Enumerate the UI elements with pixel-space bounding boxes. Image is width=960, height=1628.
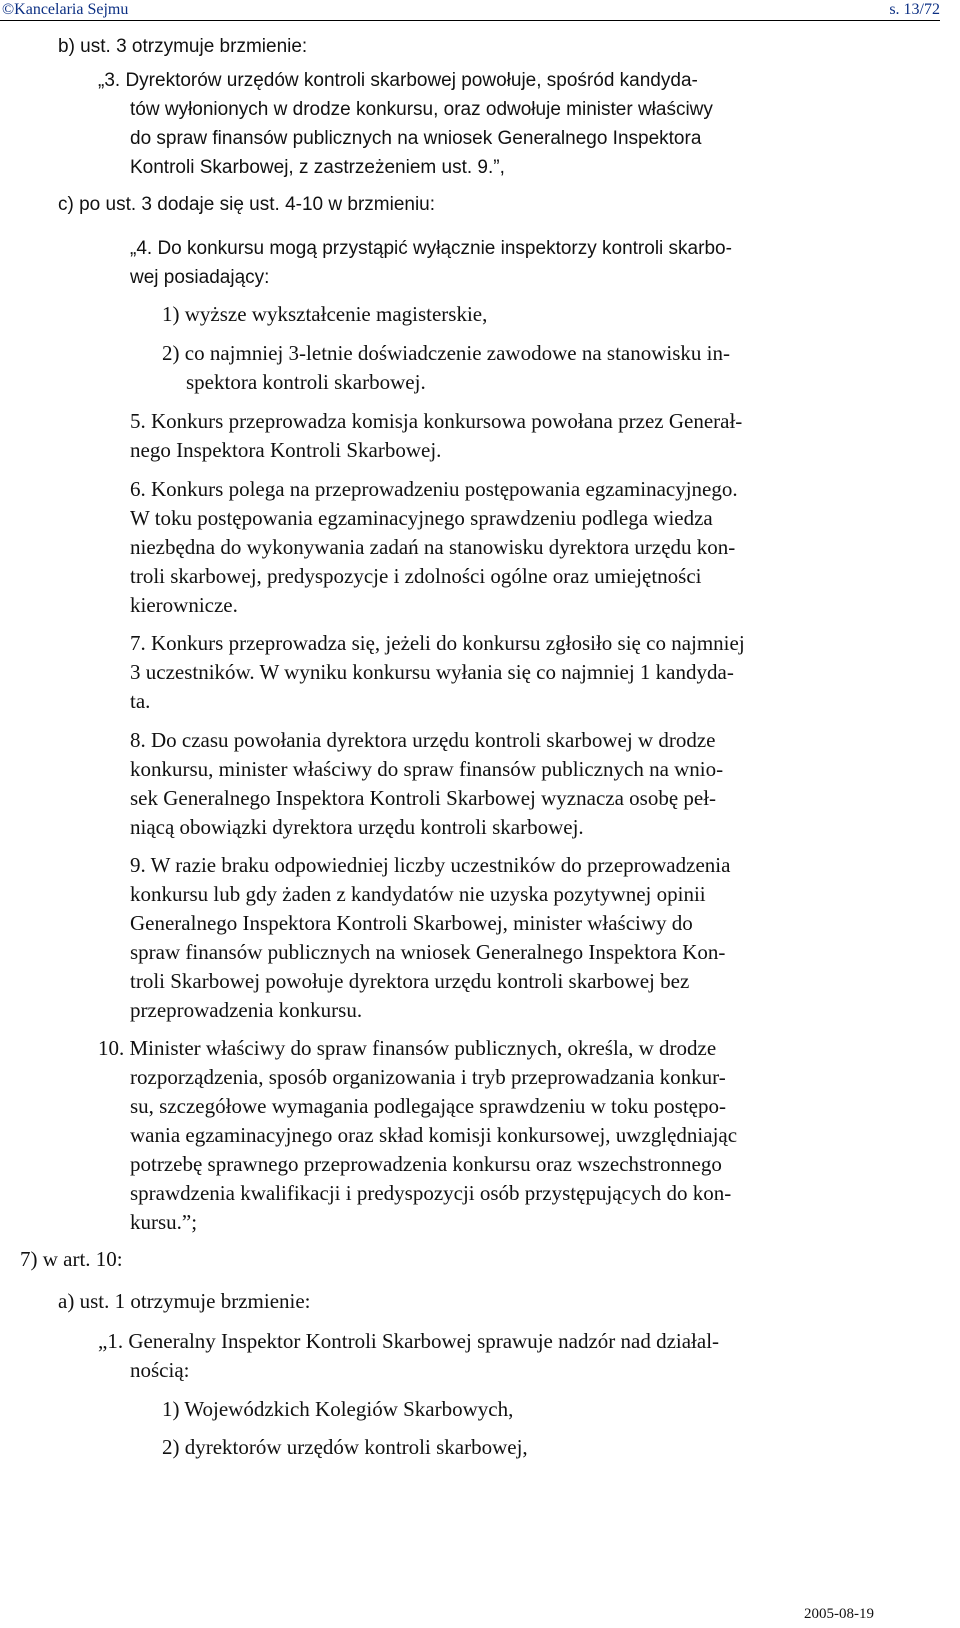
text-line: rozporządzenia, sposób organizowania i tryb przeprowadzania konkur- — [130, 1065, 726, 1089]
text-line: spektora kontroli skarbowej. — [186, 370, 426, 394]
text-line: 2) co najmniej 3-letnie doświadczenie zawodowe na stanowisku in- — [162, 341, 730, 365]
text-line: kierownicze. — [130, 593, 238, 617]
text-line: Kontroli Skarbowej, z zastrzeżeniem ust. 9.”, — [130, 157, 505, 178]
text-line: 10. Minister właściwy do spraw finansów publicznych, określa, w drodze — [98, 1036, 717, 1060]
text-line: konkursu lub gdy żaden z kandydatów nie uzyska pozytywnej opinii — [130, 882, 706, 906]
text-line: przeprowadzenia konkursu. — [130, 998, 363, 1022]
text-line: b) ust. 3 otrzymuje brzmienie: — [58, 36, 308, 57]
text-line: 8. Do czasu powołania dyrektora urzędu kontroli skarbowej w drodze — [130, 728, 716, 752]
text-line: wania egzaminacyjnego oraz skład komisji konkursowej, uwzględniając — [130, 1123, 738, 1147]
text-line: 7) w art. 10: — [20, 1247, 123, 1271]
text-line: 1) wyższe wykształcenie magisterskie, — [162, 302, 488, 326]
text-line: do spraw finansów publicznych na wniosek Generalnego Inspektora — [130, 128, 702, 149]
text-line: troli skarbowej, predyspozycje i zdolności ogólne oraz umiejętności — [130, 564, 702, 588]
text-line: kursu.”; — [130, 1210, 198, 1234]
text-line: 9. W razie braku odpowiedniej liczby uczestników do przeprowadzenia — [130, 853, 731, 877]
text-line: troli Skarbowej powołuje dyrektora urzędu kontroli skarbowej bez — [130, 969, 690, 993]
text-line: „4. Do konkursu mogą przystąpić wyłącznie inspektorzy kontroli skarbo- — [130, 238, 732, 259]
text-line: konkursu, minister właściwy do spraw finansów publicznych na wnio- — [130, 757, 724, 781]
text-line: W toku postępowania egzaminacyjnego sprawdzeniu podlega wiedza — [130, 506, 713, 530]
text-line: tów wyłonionych w drodze konkursu, oraz odwołuje minister właściwy — [130, 99, 713, 120]
text-line: „1. Generalny Inspektor Kontroli Skarbowej sprawuje nadzór nad działal- — [98, 1329, 720, 1353]
text-line: 7. Konkurs przeprowadza się, jeżeli do konkursu zgłosiło się co najmniej — [130, 631, 745, 655]
text-line: wej posiadający: — [130, 267, 270, 288]
text-line: „3. Dyrektorów urzędów kontroli skarbowej powołuje, spośród kandyda- — [98, 70, 698, 91]
text-line: 5. Konkurs przeprowadza komisja konkursowa powołana przez Generał- — [130, 409, 743, 433]
text-line: Generalnego Inspektora Kontroli Skarbowej, minister właściwy do — [130, 911, 693, 935]
text-line: spraw finansów publicznych na wniosek Generalnego Inspektora Kon- — [130, 940, 726, 964]
text-line: niącą obowiązki dyrektora urzędu kontroli skarbowej. — [130, 815, 584, 839]
text-line: a) ust. 1 otrzymuje brzmienie: — [58, 1289, 311, 1313]
text-line: sprawdzenia kwalifikacji i predyspozycji osób przystępujących do kon- — [130, 1181, 732, 1205]
text-line: su, szczegółowe wymagania podlegające sprawdzeniu w toku postępo- — [130, 1094, 726, 1118]
text-line: sek Generalnego Inspektora Kontroli Skarbowej wyznacza osobę peł- — [130, 786, 717, 810]
text-line: 2) dyrektorów urzędów kontroli skarbowej, — [162, 1435, 528, 1459]
text-line: potrzebę sprawnego przeprowadzenia konkursu oraz wszechstronnego — [130, 1152, 722, 1176]
text-line: niezbędna do wykonywania zadań na stanowisku dyrektora urzędu kon- — [130, 535, 736, 559]
publisher-label: ©Kancelaria Sejmu — [2, 1, 129, 18]
text-line: c) po ust. 3 dodaje się ust. 4-10 w brzmieniu: — [58, 194, 436, 215]
text-line: nego Inspektora Kontroli Skarbowej. — [130, 438, 442, 462]
page-header — [0, 0, 940, 21]
text-line: nością: — [130, 1358, 190, 1382]
text-line: 6. Konkurs polega na przeprowadzeniu postępowania egzaminacyjnego. — [130, 477, 738, 501]
text-line: 3 uczestników. W wyniku konkursu wyłania się co najmniej 1 kandyda- — [130, 660, 734, 684]
text-line: 1) Wojewódzkich Kolegiów Skarbowych, — [162, 1397, 514, 1421]
text-line: ta. — [130, 689, 151, 713]
publication-date: 2005-08-19 — [804, 1606, 874, 1622]
page-number: s. 13/72 — [889, 1, 940, 18]
